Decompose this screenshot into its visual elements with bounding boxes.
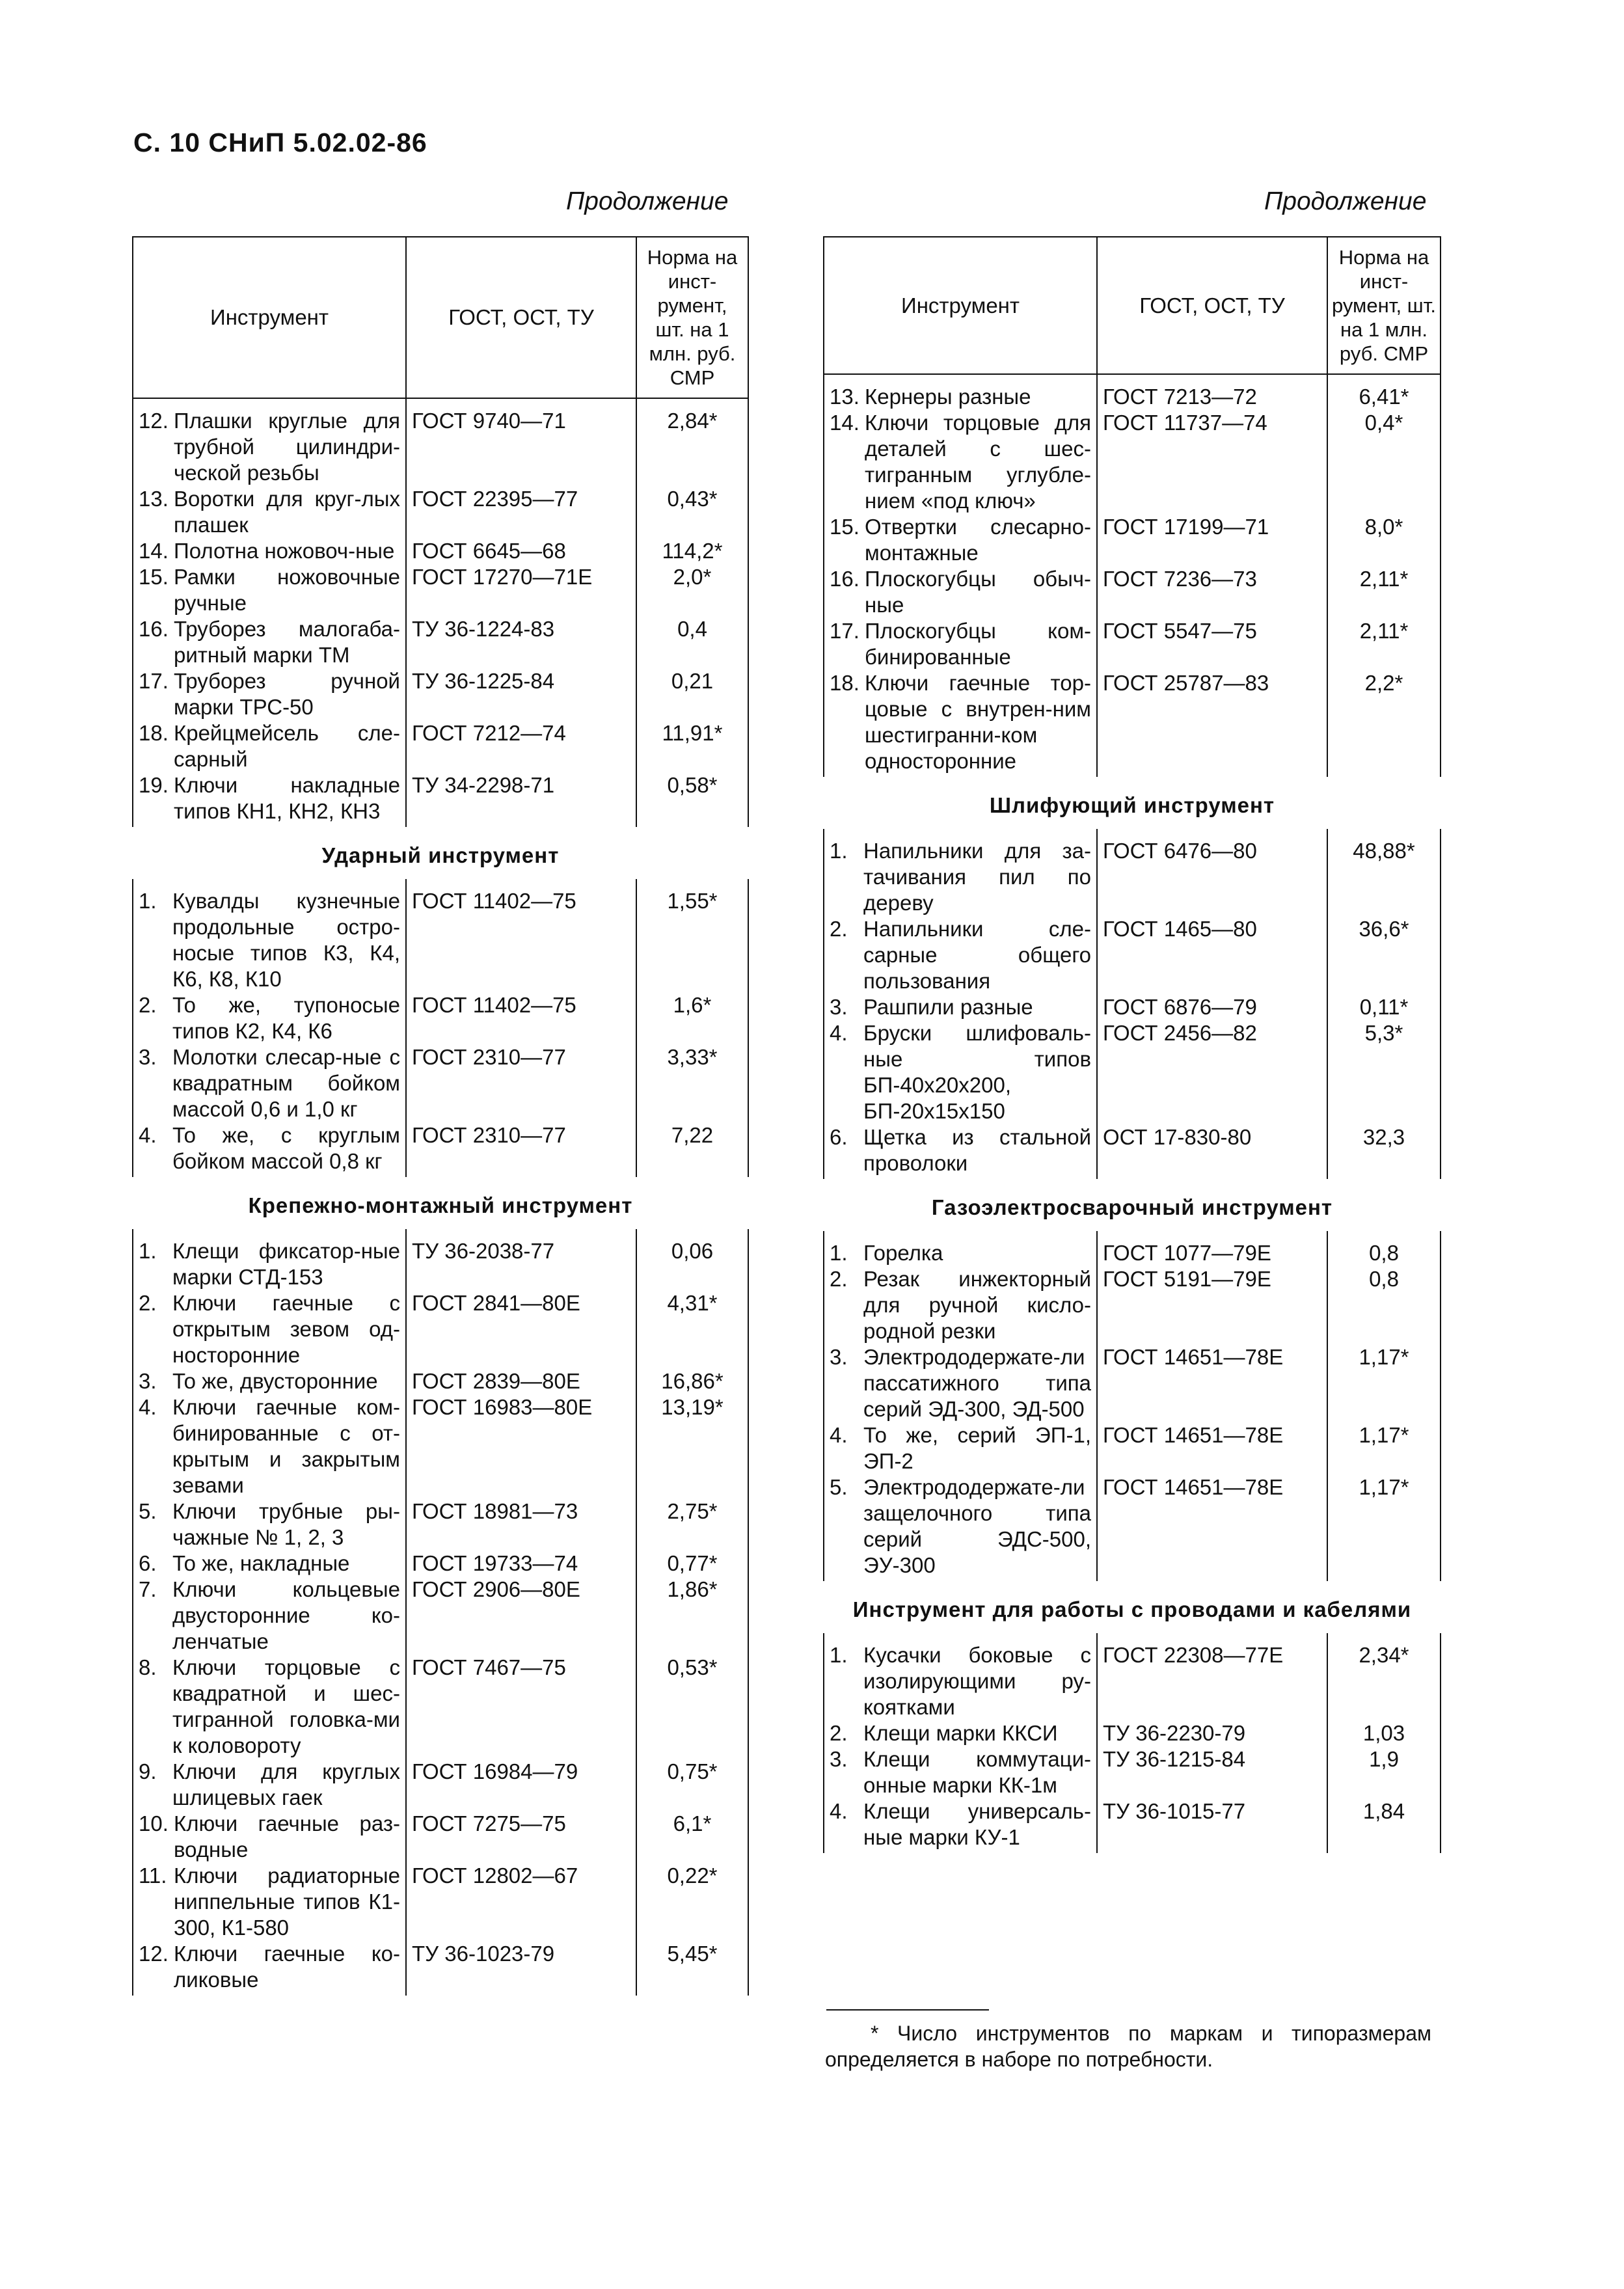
instrument-cell xyxy=(133,1941,406,1996)
left-block-1 xyxy=(133,398,748,827)
norm-value-cell: 0,43* xyxy=(636,486,748,538)
item-number: 1. xyxy=(139,1239,157,1263)
item-name: Ключи гаечные ко-ликовые xyxy=(174,1942,400,1992)
norm-value-cell: 2,34* xyxy=(1327,1633,1441,1720)
table-row xyxy=(133,1551,748,1577)
item-number: 15. xyxy=(830,515,859,539)
instrument-cell xyxy=(133,1229,406,1290)
item-number: 2. xyxy=(830,1267,848,1291)
instrument-cell xyxy=(133,1394,406,1498)
gost-cell: ТУ 36-2038-77 xyxy=(406,1229,636,1290)
gost-cell: ГОСТ 1077—79Е xyxy=(1097,1231,1327,1266)
item-name: Ключи гаечные тор-цовые с внутрен-ним шестигранни-ком односторонние xyxy=(865,671,1091,773)
instrument-cell xyxy=(824,374,1097,410)
table-row xyxy=(133,1655,748,1759)
item-number: 18. xyxy=(830,671,859,695)
norm-value-cell: 2,84* xyxy=(636,398,748,486)
norm-value-cell: 5,3* xyxy=(1327,1020,1441,1124)
instrument-cell xyxy=(133,879,406,992)
left-table-column xyxy=(132,236,749,1996)
item-number: 3. xyxy=(830,1747,848,1771)
instrument-cell xyxy=(133,1290,406,1368)
gost-cell: ГОСТ 11402—75 xyxy=(406,879,636,992)
instrument-cell xyxy=(824,1422,1097,1474)
table-row xyxy=(133,1498,748,1551)
item-number: 3. xyxy=(139,1369,157,1393)
table-row xyxy=(133,1759,748,1811)
table-row xyxy=(133,879,748,992)
item-number: 2. xyxy=(830,1721,848,1745)
gost-cell: ГОСТ 7236—73 xyxy=(1097,566,1327,618)
instrument-cell xyxy=(824,1474,1097,1581)
item-number: 12. xyxy=(139,409,169,433)
table-row xyxy=(133,1577,748,1655)
gost-cell: ГОСТ 22308—77Е xyxy=(1097,1633,1327,1720)
norm-value-cell: 6,41* xyxy=(1327,374,1441,410)
item-name: Плашки круглые для трубной цилиндри-ческой резьбы xyxy=(174,409,400,485)
norm-value-cell: 32,3 xyxy=(1327,1124,1441,1179)
table-row xyxy=(824,1344,1441,1422)
norm-value-cell: 11,91* xyxy=(636,720,748,772)
instrument-cell xyxy=(824,916,1097,994)
gost-cell: ТУ 36-1224-83 xyxy=(406,616,636,668)
instrument-cell xyxy=(133,1044,406,1122)
right-section-grinding xyxy=(824,777,1441,829)
instrument-cell xyxy=(133,720,406,772)
table-row xyxy=(133,1229,748,1290)
table-row xyxy=(824,1020,1441,1124)
instrument-cell xyxy=(133,1759,406,1811)
item-name: Отвертки слесарно-монтажные xyxy=(865,515,1091,565)
gost-cell: ГОСТ 14651—78Е xyxy=(1097,1422,1327,1474)
gost-cell: ТУ 36-2230-79 xyxy=(1097,1720,1327,1746)
item-name: Труборез ручной марки ТРС-50 xyxy=(174,669,400,719)
item-name: Кувалды кузнечные продольные остро-носые типов К3, К4, К6, К8, К10 xyxy=(172,889,400,991)
item-name: Щетка из стальной проволоки xyxy=(863,1125,1091,1175)
norm-value-cell: 1,55* xyxy=(636,879,748,992)
gost-cell: ГОСТ 2310—77 xyxy=(406,1044,636,1122)
right-block-3 xyxy=(824,1231,1441,1581)
right-norms-table xyxy=(823,236,1441,1853)
instrument-cell xyxy=(824,994,1097,1020)
norm-value-cell: 0,06 xyxy=(636,1229,748,1290)
table-row xyxy=(133,992,748,1044)
gost-cell: ТУ 36-1023-79 xyxy=(406,1941,636,1996)
norm-value-cell: 114,2* xyxy=(636,538,748,564)
table-row xyxy=(824,1124,1441,1179)
table-row xyxy=(824,670,1441,777)
footnote: * Число инструментов по маркам и типоразмерам определяется в наборе по потребности. xyxy=(825,2022,1431,2071)
instrument-cell xyxy=(824,1344,1097,1422)
table-row xyxy=(824,916,1441,994)
instrument-cell xyxy=(824,1633,1097,1720)
table-row xyxy=(133,1941,748,1996)
item-number: 1. xyxy=(830,1643,848,1667)
norm-value-cell: 1,17* xyxy=(1327,1344,1441,1422)
gost-cell: ГОСТ 17270—71Е xyxy=(406,564,636,616)
table-row xyxy=(133,772,748,827)
instrument-cell xyxy=(824,1720,1097,1746)
item-name: Электрододержате-ли защелочного типа серий ЭДС-500, ЭУ-300 xyxy=(863,1475,1091,1577)
item-number: 16. xyxy=(830,567,859,591)
gost-cell: ГОСТ 2906—80Е xyxy=(406,1577,636,1655)
instrument-cell xyxy=(133,616,406,668)
header-instrument: Инструмент xyxy=(133,237,406,398)
norm-value-cell: 0,8 xyxy=(1327,1231,1441,1266)
item-name: Ключи накладные типов КН1, КН2, КН3 xyxy=(174,773,400,823)
right-block-4 xyxy=(824,1633,1441,1853)
right-section-welding xyxy=(824,1179,1441,1231)
norm-value-cell: 1,86* xyxy=(636,1577,748,1655)
gost-cell: ГОСТ 17199—71 xyxy=(1097,514,1327,566)
item-name: Клещи марки ККСИ xyxy=(863,1721,1058,1745)
item-name: Горелка xyxy=(863,1241,943,1265)
table-row xyxy=(824,829,1441,916)
item-number: 5. xyxy=(139,1499,157,1523)
norm-value-cell: 7,22 xyxy=(636,1122,748,1177)
norm-value-cell: 0,58* xyxy=(636,772,748,827)
norm-value-cell: 1,17* xyxy=(1327,1422,1441,1474)
item-name: Плоскогубцы ком-бинированные xyxy=(865,619,1091,669)
gost-cell: ГОСТ 9740—71 xyxy=(406,398,636,486)
instrument-cell xyxy=(824,514,1097,566)
item-name: Крейцмейсель сле-сарный xyxy=(174,721,400,771)
norm-value-cell: 0,11* xyxy=(1327,994,1441,1020)
gost-cell: ГОСТ 6645—68 xyxy=(406,538,636,564)
item-number: 3. xyxy=(830,1345,848,1369)
table-row xyxy=(133,564,748,616)
item-name: Полотна ножовоч-ные xyxy=(174,539,395,563)
gost-cell: ГОСТ 11737—74 xyxy=(1097,410,1327,514)
instrument-cell xyxy=(133,992,406,1044)
norm-value-cell: 36,6* xyxy=(1327,916,1441,994)
table-row xyxy=(824,566,1441,618)
item-name: Рамки ножовочные ручные xyxy=(174,565,400,615)
table-row xyxy=(133,1368,748,1394)
item-name: Клещи коммутаци-онные марки КК-1м xyxy=(863,1747,1091,1797)
table-row xyxy=(133,1394,748,1498)
gost-cell: ГОСТ 2841—80Е xyxy=(406,1290,636,1368)
item-name: Рашпили разные xyxy=(863,995,1033,1019)
section-heading: Инструмент для работы с проводами и кабелями xyxy=(852,1597,1412,1621)
instrument-cell xyxy=(133,398,406,486)
continuation-label-right: Продолжение xyxy=(1264,187,1427,215)
norm-value-cell: 48,88* xyxy=(1327,829,1441,916)
item-name: Воротки для круг-лых плашек xyxy=(174,487,400,537)
norm-value-cell: 1,17* xyxy=(1327,1474,1441,1581)
item-number: 13. xyxy=(830,385,859,409)
norm-value-cell: 8,0* xyxy=(1327,514,1441,566)
item-number: 18. xyxy=(139,721,169,745)
instrument-cell xyxy=(133,1122,406,1177)
norm-value-cell: 0,77* xyxy=(636,1551,748,1577)
instrument-cell xyxy=(824,618,1097,670)
norm-value-cell: 0,53* xyxy=(636,1655,748,1759)
table-row xyxy=(133,1044,748,1122)
item-number: 1. xyxy=(830,1241,848,1265)
norm-value-cell: 2,75* xyxy=(636,1498,748,1551)
item-number: 3. xyxy=(139,1045,157,1069)
item-number: 4. xyxy=(830,1423,848,1447)
instrument-cell xyxy=(133,1655,406,1759)
item-number: 4. xyxy=(139,1123,157,1147)
item-number: 3. xyxy=(830,995,848,1019)
gost-cell: ГОСТ 1465—80 xyxy=(1097,916,1327,994)
right-section-cables xyxy=(824,1581,1441,1633)
item-number: 2. xyxy=(139,1291,157,1315)
table-header-row xyxy=(133,237,748,398)
gost-cell: ГОСТ 22395—77 xyxy=(406,486,636,538)
gost-cell: ГОСТ 5547—75 xyxy=(1097,618,1327,670)
item-name: Ключи трубные ры-чажные № 1, 2, 3 xyxy=(172,1499,400,1549)
gost-cell: ГОСТ 14651—78Е xyxy=(1097,1344,1327,1422)
instrument-cell xyxy=(824,410,1097,514)
table-row xyxy=(133,616,748,668)
table-row xyxy=(133,1863,748,1941)
instrument-cell xyxy=(133,772,406,827)
gost-cell: ГОСТ 11402—75 xyxy=(406,992,636,1044)
item-number: 17. xyxy=(139,669,169,693)
table-row xyxy=(824,1746,1441,1798)
section-heading: Крепежно-монтажный инструмент xyxy=(248,1193,633,1217)
table-row xyxy=(824,994,1441,1020)
instrument-cell xyxy=(824,1231,1097,1266)
instrument-cell xyxy=(133,1577,406,1655)
item-number: 17. xyxy=(830,619,859,643)
item-number: 4. xyxy=(139,1395,157,1419)
item-number: 19. xyxy=(139,773,169,797)
norm-value-cell: 6,1* xyxy=(636,1811,748,1863)
norm-value-cell: 1,9 xyxy=(1327,1746,1441,1798)
instrument-cell xyxy=(133,1551,406,1577)
norm-value-cell: 4,31* xyxy=(636,1290,748,1368)
norm-value-cell: 1,03 xyxy=(1327,1720,1441,1746)
instrument-cell xyxy=(824,566,1097,618)
right-block-1 xyxy=(824,374,1441,777)
item-name: Ключи гаечные с открытым зевом од-носторонние xyxy=(172,1291,400,1367)
item-name: Ключи гаечные раз-водные xyxy=(174,1811,400,1862)
norm-value-cell: 2,11* xyxy=(1327,566,1441,618)
norm-value-cell: 3,33* xyxy=(636,1044,748,1122)
item-name: То же, двусторонние xyxy=(172,1369,378,1393)
norm-value-cell: 0,21 xyxy=(636,668,748,720)
norm-value-cell: 16,86* xyxy=(636,1368,748,1394)
norm-value-cell: 2,11* xyxy=(1327,618,1441,670)
gost-cell: ГОСТ 6476—80 xyxy=(1097,829,1327,916)
left-section-impact xyxy=(133,827,748,879)
item-name: Резак инжекторный для ручной кисло-родной резки xyxy=(863,1267,1091,1343)
instrument-cell xyxy=(824,1266,1097,1344)
item-name: Кернеры разные xyxy=(865,385,1031,409)
continuation-label-left: Продолжение xyxy=(566,187,729,215)
gost-cell: ГОСТ 7212—74 xyxy=(406,720,636,772)
section-heading: Ударный инструмент xyxy=(321,843,560,867)
item-name: Напильники сле-сарные общего пользования xyxy=(863,917,1091,993)
norm-value-cell: 0,8 xyxy=(1327,1266,1441,1344)
gost-cell: ГОСТ 2310—77 xyxy=(406,1122,636,1177)
table-row xyxy=(824,1474,1441,1581)
left-block-2 xyxy=(133,879,748,1177)
item-name: Клещи универсаль-ные марки КУ-1 xyxy=(863,1799,1091,1849)
item-name: Ключи торцовые для деталей с шес-тигранным углубле-нием «под ключ» xyxy=(865,411,1091,513)
table-row xyxy=(133,668,748,720)
item-number: 16. xyxy=(139,617,169,641)
instrument-cell xyxy=(133,564,406,616)
table-row xyxy=(824,1798,1441,1853)
instrument-cell xyxy=(133,1498,406,1551)
header-instrument: Инструмент xyxy=(824,237,1097,374)
item-number: 4. xyxy=(830,1021,848,1045)
gost-cell: ГОСТ 5191—79Е xyxy=(1097,1266,1327,1344)
norm-value-cell: 0,22* xyxy=(636,1863,748,1941)
item-number: 5. xyxy=(830,1475,848,1499)
item-name: Молотки слесар-ные с квадратным бойком массой 0,6 и 1,0 кг xyxy=(172,1045,400,1121)
table-row xyxy=(824,1422,1441,1474)
instrument-cell xyxy=(133,486,406,538)
gost-cell: ГОСТ 14651—78Е xyxy=(1097,1474,1327,1581)
table-row xyxy=(133,720,748,772)
item-number: 6. xyxy=(830,1125,848,1149)
gost-cell: ГОСТ 7467—75 xyxy=(406,1655,636,1759)
table-row xyxy=(133,398,748,486)
item-name: То же, серий ЭП-1, ЭП-2 xyxy=(863,1423,1091,1473)
gost-cell: ОСТ 17-830-80 xyxy=(1097,1124,1327,1179)
norm-value-cell: 0,4 xyxy=(636,616,748,668)
table-row xyxy=(824,618,1441,670)
instrument-cell xyxy=(133,1368,406,1394)
item-number: 9. xyxy=(139,1759,157,1783)
table-row xyxy=(824,1266,1441,1344)
gost-cell: ТУ 36-1215-84 xyxy=(1097,1746,1327,1798)
gost-cell: ГОСТ 2839—80Е xyxy=(406,1368,636,1394)
gost-cell: ГОСТ 16983—80Е xyxy=(406,1394,636,1498)
left-norms-table xyxy=(132,236,749,1996)
table-row xyxy=(824,514,1441,566)
header-gost: ГОСТ, ОСТ, ТУ xyxy=(1097,237,1327,374)
gost-cell: ГОСТ 25787—83 xyxy=(1097,670,1327,777)
item-name: Бруски шлифоваль-ные типов БП-40х20х200, БП-20х15х150 xyxy=(863,1021,1091,1123)
instrument-cell xyxy=(133,1863,406,1941)
gost-cell: ГОСТ 16984—79 xyxy=(406,1759,636,1811)
item-number: 1. xyxy=(830,839,848,863)
section-heading: Шлифующий инструмент xyxy=(989,793,1275,817)
gost-cell: ГОСТ 7275—75 xyxy=(406,1811,636,1863)
instrument-cell xyxy=(824,1798,1097,1853)
table-row xyxy=(133,1811,748,1863)
item-number: 12. xyxy=(139,1942,169,1966)
table-row xyxy=(133,1122,748,1177)
item-name: Кусачки боковые с изолирующими ру-коятками xyxy=(863,1643,1091,1719)
item-number: 13. xyxy=(139,487,169,511)
item-number: 2. xyxy=(139,993,157,1017)
instrument-cell xyxy=(133,1811,406,1863)
section-heading: Газоэлектросварочный инструмент xyxy=(931,1195,1333,1219)
item-name: То же, с круглым бойком массой 0,8 кг xyxy=(172,1123,400,1173)
instrument-cell xyxy=(824,1124,1097,1179)
norm-value-cell: 0,75* xyxy=(636,1759,748,1811)
table-row xyxy=(133,486,748,538)
gost-cell: ГОСТ 7213—72 xyxy=(1097,374,1327,410)
table-row xyxy=(824,1720,1441,1746)
table-row xyxy=(824,374,1441,410)
instrument-cell xyxy=(824,670,1097,777)
item-number: 10. xyxy=(139,1811,169,1835)
left-block-3 xyxy=(133,1229,748,1996)
instrument-cell xyxy=(824,1746,1097,1798)
right-table-column xyxy=(823,236,1441,1853)
item-number: 6. xyxy=(139,1551,157,1575)
gost-cell: ГОСТ 18981—73 xyxy=(406,1498,636,1551)
header-norm: Норма на инст-румент, шт. на 1 млн. руб. СМР xyxy=(1327,237,1441,374)
item-name: То же, накладные xyxy=(172,1551,350,1575)
instrument-cell xyxy=(133,668,406,720)
table-row xyxy=(133,538,748,564)
instrument-cell xyxy=(133,538,406,564)
item-name: Клещи фиксатор-ные марки СТД-153 xyxy=(172,1239,400,1289)
table-row xyxy=(824,410,1441,514)
gost-cell: ГОСТ 12802—67 xyxy=(406,1863,636,1941)
item-number: 8. xyxy=(139,1655,157,1679)
table-row xyxy=(133,1290,748,1368)
item-name: Ключи торцовые с квадратной и шес-тигранной головка-ми к коловороту xyxy=(172,1655,400,1757)
item-number: 14. xyxy=(830,411,859,435)
item-name: Ключи радиаторные ниппельные типов К1-300, К1-580 xyxy=(174,1863,400,1940)
item-number: 14. xyxy=(139,539,169,563)
item-number: 15. xyxy=(139,565,169,589)
item-name: Ключи кольцевые двусторонние ко-ленчатые xyxy=(172,1577,400,1653)
item-name: Ключи гаечные ком-бинированные с от-крытым и закрытым зевами xyxy=(172,1395,400,1497)
item-name: Напильники для за-тачивания пил по дереву xyxy=(863,839,1091,915)
item-number: 7. xyxy=(139,1577,157,1601)
page-header: С. 10 СНиП 5.02.02-86 xyxy=(133,128,427,157)
instrument-cell xyxy=(824,1020,1097,1124)
header-norm: Норма на инст-румент, шт. на 1 млн. руб. СМР xyxy=(636,237,748,398)
item-name: То же, тупоносые типов К2, К4, К6 xyxy=(172,993,400,1043)
item-name: Плоскогубцы обыч-ные xyxy=(865,567,1091,617)
header-gost: ГОСТ, ОСТ, ТУ xyxy=(406,237,636,398)
item-number: 4. xyxy=(830,1799,848,1823)
gost-cell: ТУ 36-1015-77 xyxy=(1097,1798,1327,1853)
gost-cell: ГОСТ 2456—82 xyxy=(1097,1020,1327,1124)
norm-value-cell: 0,4* xyxy=(1327,410,1441,514)
table-row xyxy=(824,1633,1441,1720)
item-number: 11. xyxy=(139,1863,167,1888)
gost-cell: ТУ 36-1225-84 xyxy=(406,668,636,720)
item-number: 1. xyxy=(139,889,157,913)
right-block-2 xyxy=(824,829,1441,1179)
norm-value-cell: 5,45* xyxy=(636,1941,748,1996)
norm-value-cell: 2,2* xyxy=(1327,670,1441,777)
norm-value-cell: 2,0* xyxy=(636,564,748,616)
left-section-fastening xyxy=(133,1177,748,1229)
item-name: Ключи для круглых шлицевых гаек xyxy=(172,1759,400,1809)
item-number: 2. xyxy=(830,917,848,941)
instrument-cell xyxy=(824,829,1097,916)
norm-value-cell: 13,19* xyxy=(636,1394,748,1498)
gost-cell: ГОСТ 6876—79 xyxy=(1097,994,1327,1020)
item-name: Электрододержате-ли пассатижного типа серий ЭД-300, ЭД-500 xyxy=(863,1345,1091,1421)
footnote-divider xyxy=(826,2009,989,2011)
norm-value-cell: 1,6* xyxy=(636,992,748,1044)
norm-value-cell: 1,84 xyxy=(1327,1798,1441,1853)
gost-cell: ГОСТ 19733—74 xyxy=(406,1551,636,1577)
item-name: Труборез малогаба-ритный марки ТМ xyxy=(174,617,400,667)
gost-cell: ТУ 34-2298-71 xyxy=(406,772,636,827)
table-header-row xyxy=(824,237,1441,374)
table-row xyxy=(824,1231,1441,1266)
